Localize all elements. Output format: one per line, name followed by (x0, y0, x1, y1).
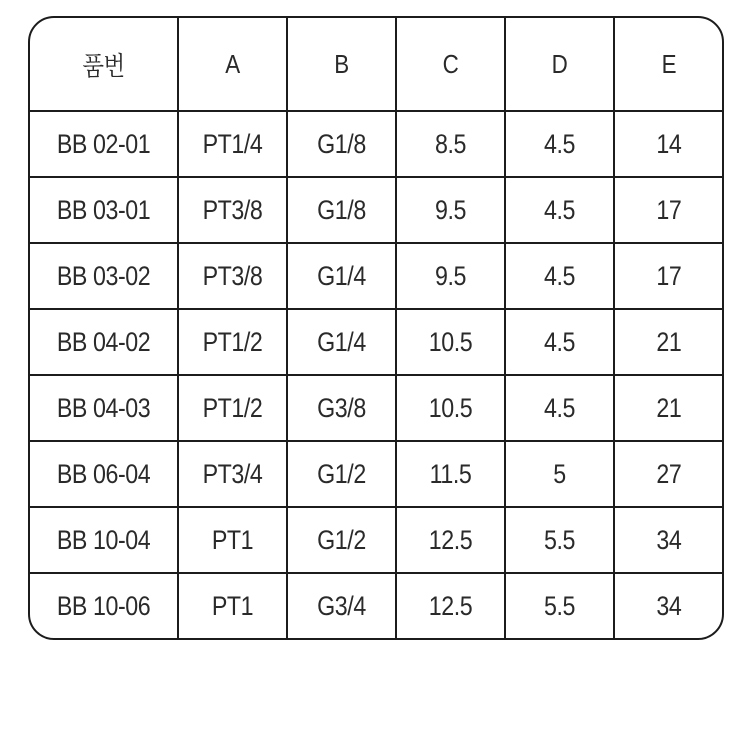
header-c: C (404, 18, 498, 111)
cell-a: PT3/8 (186, 177, 280, 243)
cell-model: BB 04-03 (40, 375, 167, 441)
table-row (30, 375, 723, 441)
header-row (30, 18, 723, 111)
table-row (30, 573, 723, 638)
cell-d: 4.5 (513, 243, 607, 309)
spec-table-frame (28, 16, 724, 640)
cell-b: G1/8 (295, 111, 389, 177)
cell-a: PT3/8 (186, 243, 280, 309)
cell-d: 5 (513, 441, 607, 507)
table-row (30, 111, 723, 177)
cell-d: 4.5 (513, 111, 607, 177)
cell-c: 10.5 (404, 309, 498, 375)
table-row (30, 309, 723, 375)
cell-e: 21 (622, 375, 716, 441)
cell-c: 9.5 (404, 243, 498, 309)
header-a: A (186, 18, 280, 111)
cell-a: PT1 (186, 573, 280, 638)
cell-c: 10.5 (404, 375, 498, 441)
cell-model: BB 03-02 (40, 243, 167, 309)
cell-e: 34 (656, 590, 682, 621)
cell-model: BB 03-01 (40, 177, 167, 243)
header-d: D (513, 18, 607, 111)
cell-a: PT1/2 (186, 309, 280, 375)
cell-b: G3/8 (295, 375, 389, 441)
cell-model: BB 10-04 (40, 507, 167, 573)
cell-c: 8.5 (404, 111, 498, 177)
cell-b: G3/4 (295, 573, 389, 638)
cell-a: PT1/4 (186, 111, 280, 177)
cell-a: PT1/2 (186, 375, 280, 441)
cell-c: 11.5 (404, 441, 498, 507)
cell-e: 27 (622, 441, 716, 507)
table-row (30, 441, 723, 507)
cell-b: G1/4 (295, 243, 389, 309)
cell-e: 17 (622, 177, 716, 243)
table-row (30, 243, 723, 309)
cell-e: 17 (622, 243, 716, 309)
cell-b: G1/4 (295, 309, 389, 375)
cell-d: 5.5 (513, 573, 607, 638)
header-model-number: 품번 (40, 18, 167, 111)
table-row (30, 177, 723, 243)
cell-d: 4.5 (513, 309, 607, 375)
cell-c: 12.5 (404, 573, 498, 638)
cell-a: PT1 (186, 507, 280, 573)
cell-c: 9.5 (404, 177, 498, 243)
cell-model: BB 04-02 (40, 309, 167, 375)
cell-d: 4.5 (513, 177, 607, 243)
cell-b: G1/8 (295, 177, 389, 243)
cell-a: PT3/4 (186, 441, 280, 507)
cell-c: 12.5 (404, 507, 498, 573)
cell-b: G1/2 (295, 507, 389, 573)
table-row (30, 507, 723, 573)
cell-model: BB 02-01 (40, 111, 167, 177)
cell-d: 4.5 (513, 375, 607, 441)
cell-d: 5.5 (513, 507, 607, 573)
cell-e: 14 (622, 111, 716, 177)
cell-model: BB 10-06 (40, 573, 167, 638)
cell-e: 34 (622, 507, 716, 573)
spec-table (30, 18, 723, 638)
header-b: B (295, 18, 389, 111)
cell-b: G1/2 (295, 441, 389, 507)
header-e: E (622, 18, 716, 111)
cell-e: 21 (622, 309, 716, 375)
cell-model: BB 06-04 (40, 441, 167, 507)
